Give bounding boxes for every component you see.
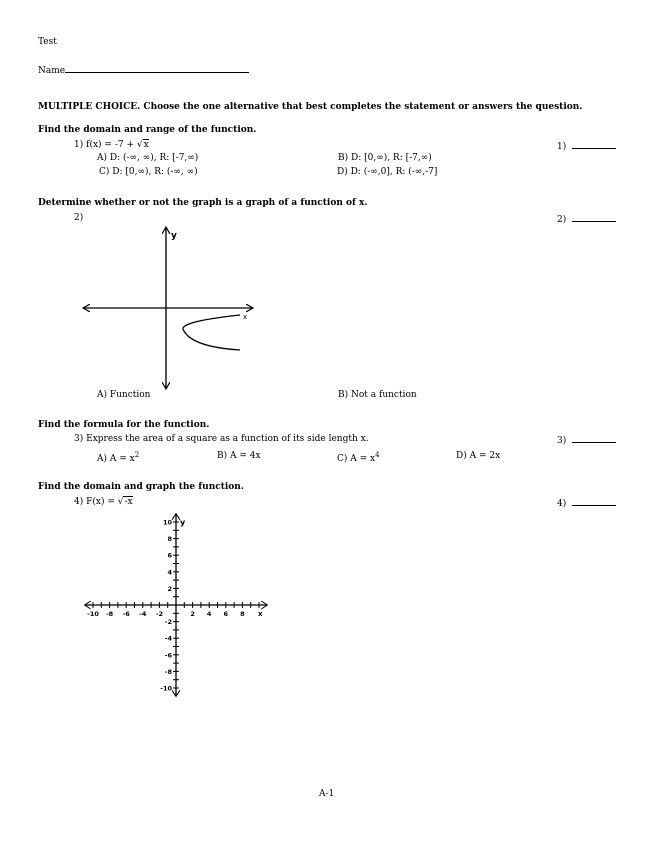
grid4-x-tick-label: -10 — [87, 610, 99, 618]
answer-4-number: 4) — [557, 499, 567, 509]
choice-1a[interactable]: A) D: (-∞, ∞), R: [-7,∞) — [97, 153, 199, 163]
section-4-heading: Find the domain and graph the function. — [38, 482, 244, 492]
question-1-prefix: f(x) = -7 + — [86, 140, 137, 150]
grid4-x-tick-label: -4 — [139, 610, 147, 618]
answer-3-number: 3) — [557, 436, 567, 446]
page-number: A-1 — [319, 789, 335, 799]
grid4-y-tick-label: -4 — [164, 634, 172, 643]
grid4-y-tick-label: -6 — [164, 651, 172, 660]
graph-2-x-label: x — [243, 313, 248, 321]
answer-2-number: 2) — [557, 215, 567, 225]
choice-1c[interactable]: C) D: [0,∞), R: (-∞, ∞) — [99, 167, 198, 177]
grid4-x-tick-label: 2 — [190, 610, 195, 618]
question-4-graph[interactable] — [80, 510, 275, 700]
grid4-y-tick-label: 2 — [167, 584, 172, 593]
choice-2a[interactable]: A) Function — [97, 390, 151, 400]
graph-2-y-label: y — [171, 231, 177, 241]
choice-3d[interactable]: D) A = 2x — [456, 451, 501, 461]
grid4-x-tick-label: -2 — [155, 610, 164, 618]
choice-3c[interactable]: C) $A = x^4$ — [337, 451, 380, 464]
answer-3[interactable] — [557, 434, 616, 446]
section-3-heading: Find the formula for the function. — [38, 420, 210, 430]
name-field[interactable] — [38, 63, 249, 76]
grid4-x-tick-label: 4 — [206, 610, 212, 618]
question-1-radical: x — [143, 140, 149, 150]
grid4-y-tick-label: 8 — [167, 535, 172, 544]
section-2-heading: Determine whether or not the graph is a graph of a function of x. — [38, 198, 368, 208]
question-2-graph — [80, 222, 255, 394]
instructions: MULTIPLE CHOICE. Choose the one alternative that best completes the statement or answers the question. — [38, 102, 583, 112]
grid4-y-tick-label: -8 — [164, 667, 172, 676]
question-3 — [74, 434, 369, 444]
question-3-number: 3) — [74, 434, 84, 444]
question-1: 1) f(x) = -7 + √x — [74, 140, 149, 150]
grid4-x-tick-label: -6 — [122, 610, 130, 618]
question-4-prefix: F(x) = — [86, 497, 118, 507]
name-label: Name — [38, 66, 66, 76]
grid4-x-tick-label: 6 — [223, 610, 229, 618]
question-4-radical: -x — [124, 497, 133, 507]
grid4-x-tick-label: 8 — [240, 610, 245, 618]
answer-3-blank[interactable] — [572, 434, 616, 443]
section-1-heading: Find the domain and range of the function. — [38, 125, 257, 135]
question-2-number: 2) — [74, 213, 84, 223]
grid4-y-tick-label: 6 — [167, 551, 172, 560]
grid4-y-label: y — [180, 518, 186, 527]
grid4-x-tick-label: -8 — [105, 610, 114, 618]
answer-4-blank[interactable] — [572, 497, 616, 506]
grid4-y-tick-label: -2 — [164, 618, 172, 627]
grid4-y-tick-label: 10 — [162, 518, 172, 527]
answer-1[interactable] — [557, 140, 616, 152]
answer-1-blank[interactable] — [572, 140, 616, 149]
grid4-y-tick-label: 4 — [167, 568, 172, 577]
question-3-text: Express the area of a square as a function of its side length x. — [86, 434, 369, 444]
grid4-y-tick-label: -10 — [160, 684, 172, 693]
choice-1d[interactable]: D) D: (-∞,0], R: (-∞,-7] — [337, 167, 438, 177]
question-4-number: 4) — [74, 497, 84, 507]
answer-4[interactable] — [557, 497, 616, 509]
test-label: Test — [38, 37, 57, 47]
answer-1-number: 1) — [557, 142, 567, 152]
grid4-x-label: x — [258, 610, 263, 618]
choice-2b[interactable]: B) Not a function — [338, 390, 417, 400]
choice-3b[interactable]: B) A = 4x — [217, 451, 261, 461]
question-1-number: 1) — [74, 140, 84, 150]
answer-2[interactable] — [557, 213, 616, 225]
sideways-parabola-curve — [183, 315, 240, 350]
answer-2-blank[interactable] — [572, 213, 616, 222]
name-line[interactable] — [65, 63, 249, 73]
choice-3a[interactable]: A) $A = x^2$ — [97, 451, 140, 464]
question-4: 4) F(x) = √-x — [74, 497, 133, 507]
choice-1b[interactable]: B) D: [0,∞), R: [-7,∞) — [338, 153, 432, 163]
